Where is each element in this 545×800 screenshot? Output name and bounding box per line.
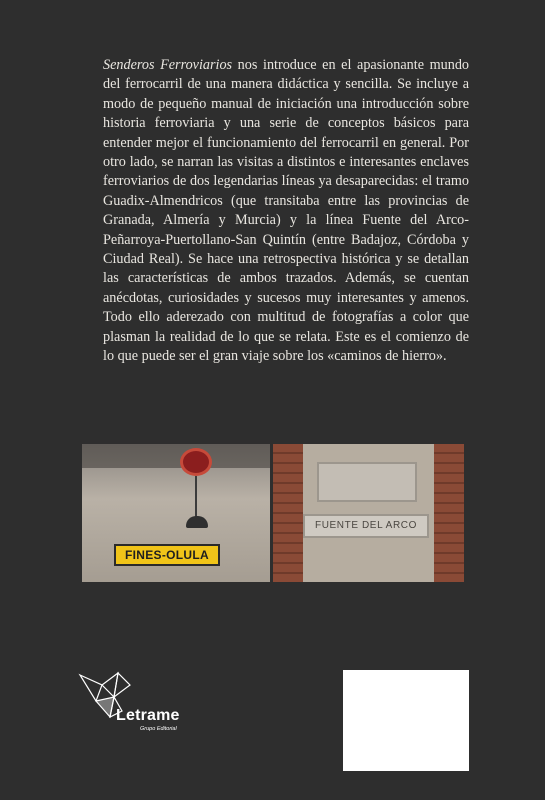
station-sign-fuente-del-arco: FUENTE DEL ARCO: [303, 514, 429, 538]
station-photo-fines-olula: [82, 444, 270, 582]
book-title: Senderos Ferroviarios: [103, 57, 233, 73]
publisher-subtitle: Grupo Editorial: [140, 726, 177, 732]
station-photo-fuente-del-arco: [273, 444, 464, 582]
red-lamp: [180, 448, 212, 476]
publisher-name: Letrame: [116, 707, 180, 724]
brick-column-left: [273, 444, 303, 582]
back-cover-blurb: [103, 56, 469, 367]
barcode-placeholder: [343, 670, 469, 771]
upper-plaque: [317, 462, 417, 502]
roof-shadow: [82, 444, 270, 468]
brick-column-right: [434, 444, 464, 582]
photo-strip: [82, 444, 464, 582]
lamp-wire: [195, 476, 197, 520]
blurb-text: nos introduce en el apasionante mundo del ferrocarril de una manera didáctica y sencilla. Se incluye a modo de pequeño manual de iniciación una introducción sobre historia ferroviaria y una serie de conceptos básicos para entender mejor el funcionamiento del ferrocarril en general. Por otro lado, se narran las visitas a distintos e interesantes enclaves ferroviarios de dos legendarias líneas ya desaparecidas: el tramo Guadix-Almendricos (que transitaba entre las provincias de Granada, Almería y Murcia) y la línea Fuente del Arco-Peñarroya-Puertollano-San Quintín (entre Badajoz, Córdoba y Ciudad Real). Se hace una retrospectiva histórica y se detallan las características de ambos trazados. Además, se cuentan anécdotas, curiosidades y sucesos muy interesantes y amenos. Todo ello aderezado con multitud de fotografías a color que plasman la realidad de lo que se relata. Este es el comienzo de lo que puede ser el gran viaje sobre los «caminos de hierro».: [103, 57, 470, 365]
lamp-shade: [186, 516, 208, 528]
station-sign-fines-olula: FINES-OLULA: [114, 544, 220, 566]
